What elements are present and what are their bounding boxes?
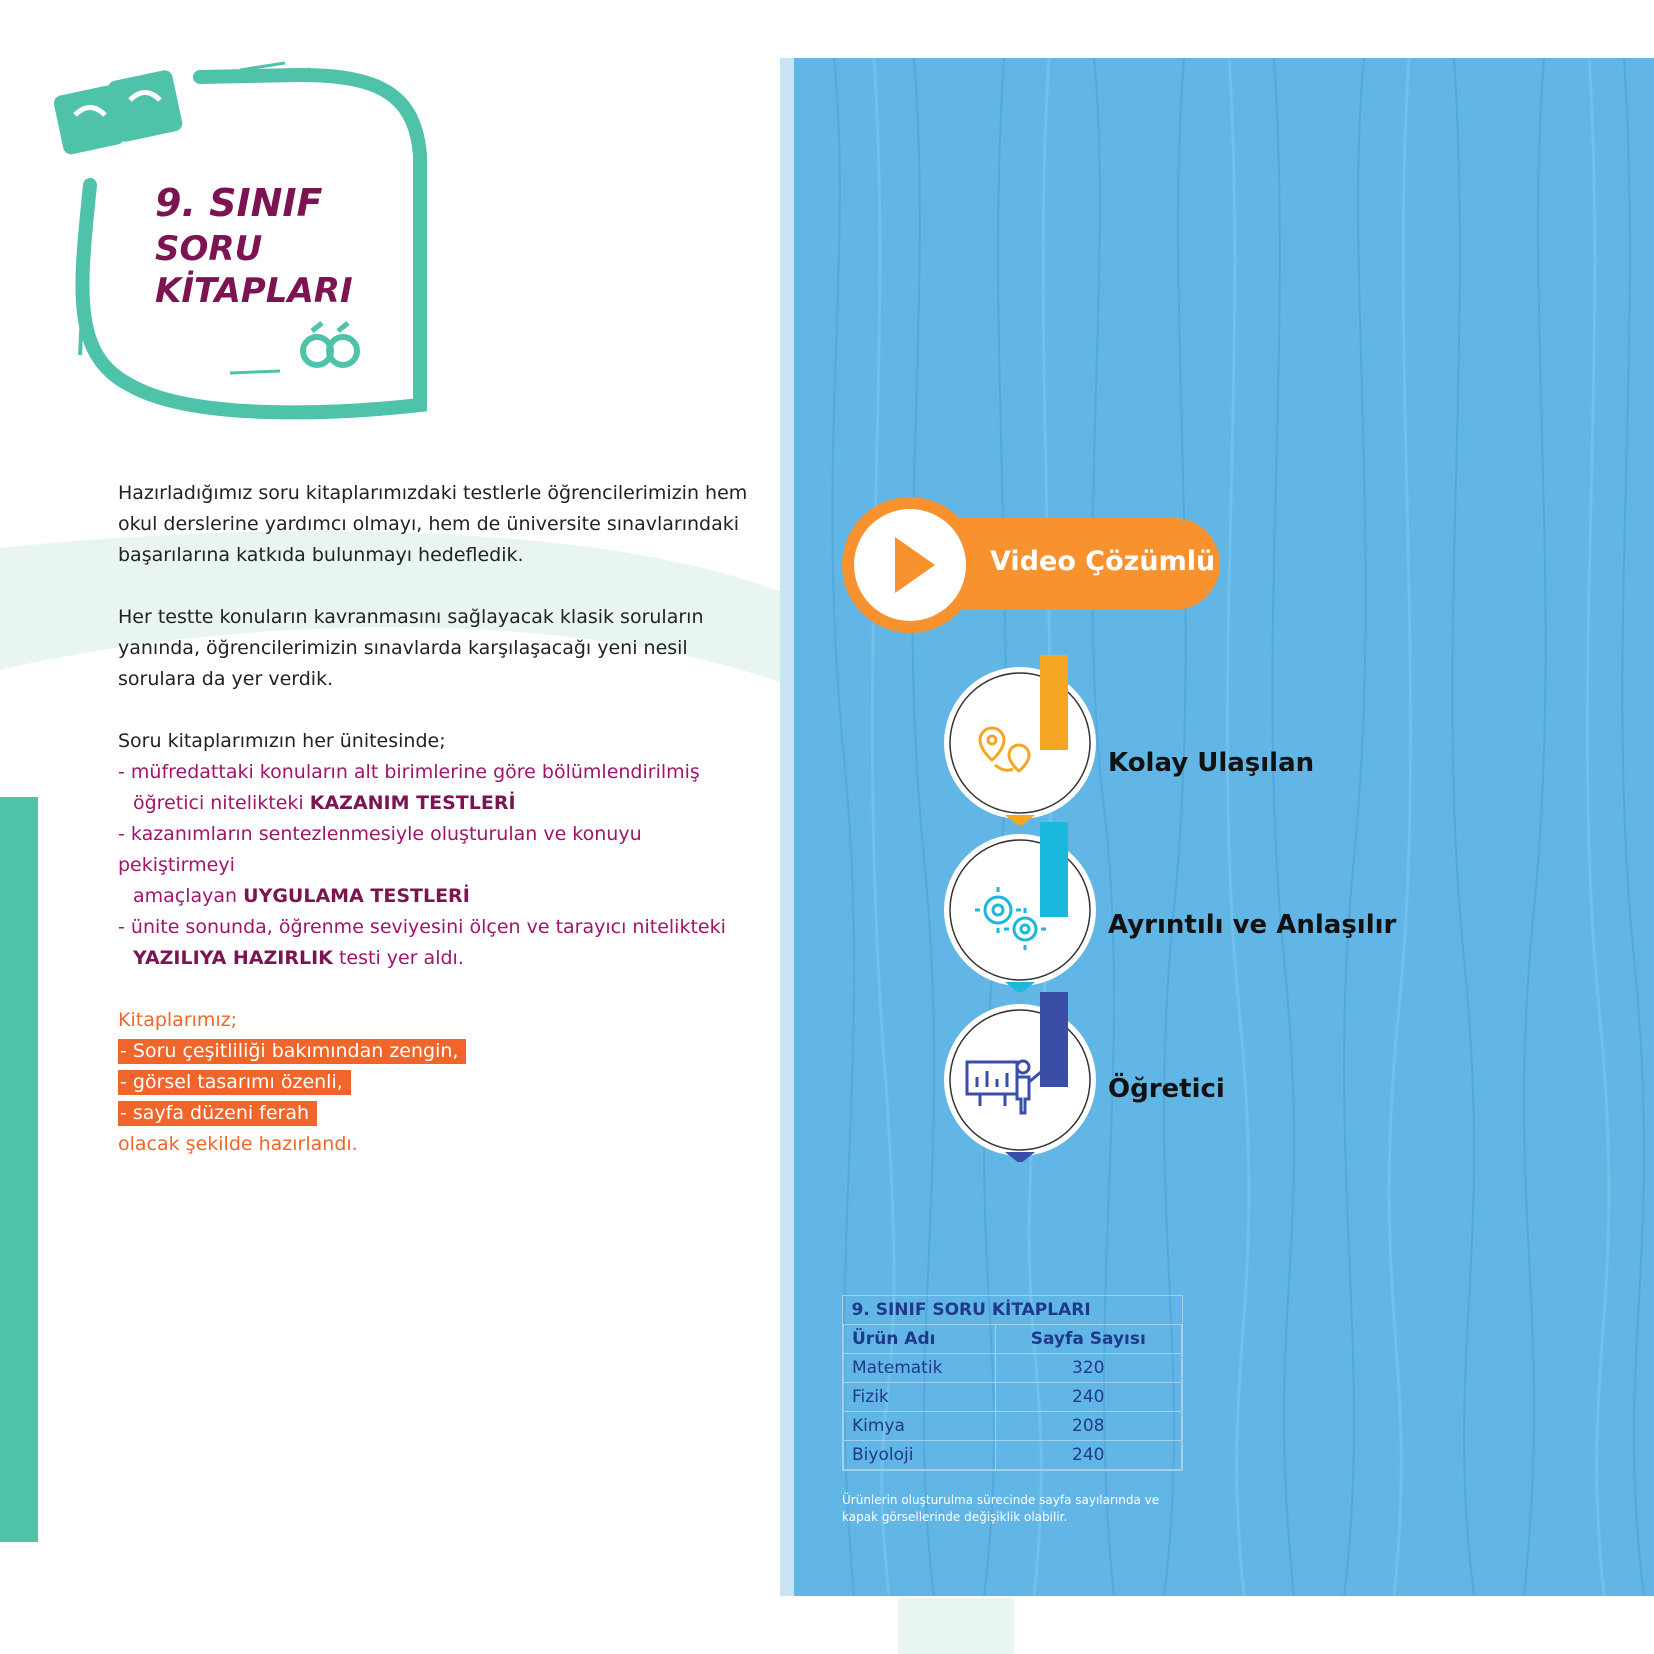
feature-ayrintili [935,822,1105,992]
video-label: Video Çözümlü [990,546,1216,577]
bottom-accent-tab [898,1598,1014,1654]
books-heading: Kitaplarımız; [118,1009,238,1031]
footnote-line-2: kapak görsellerinde değişiklik olabilir. [842,1510,1068,1524]
table-header-pages: Sayfa Sayısı [995,1325,1181,1354]
title-line-3: KİTAPLARI [155,271,353,311]
list-item-2-line1: - kazanımların sentezlenmesiyle oluşturulan ve konuyu pekiştirmeyi [118,823,642,876]
closing-line: olacak şekilde hazırlandı. [118,1133,358,1155]
list-item-1-line2: öğretici nitelikteki KAZANIM TESTLERİ [133,792,516,814]
highlight-2: - görsel tasarımı özenli, [118,1070,351,1095]
table-row [844,1383,1182,1412]
page-title [155,180,353,313]
title-line-1: 9. SINIF [155,181,323,225]
table-footnote [842,1492,1182,1526]
left-accent-strip [0,797,38,1542]
table-cell-pages: 320 [995,1354,1181,1383]
intro-para1-line3: başarılarına katkıda bulunmayı hedefledik. [118,544,524,566]
list-item-3-line2: YAZILIYA HAZIRLIK testi yer aldı. [133,947,464,969]
open-quote-icon [52,69,183,156]
table-cell-name: Kimya [844,1412,996,1441]
list-item-2-line2: amaçlayan UYGULAMA TESTLERİ [133,885,470,907]
panel-edge [780,58,794,1596]
intro-para2-line3: sorulara da yer verdik. [118,668,334,690]
table-cell-pages: 240 [995,1383,1181,1412]
table-cell-pages: 240 [995,1441,1181,1470]
table-title: 9. SINIF SORU KİTAPLARI [851,1300,1091,1320]
footnote-line-1: Ürünlerin oluşturulma sürecinde sayfa sayılarında ve [842,1493,1160,1507]
books-table [842,1295,1183,1471]
table-cell-name: Biyoloji [844,1441,996,1470]
feature-label-2: Ayrıntılı ve Anlaşılır [1108,910,1397,940]
table-cell-name: Matematik [844,1354,996,1383]
intro-para1-line1: Hazırladığımız soru kitaplarımızdaki testlerle öğrencilerimizin hem [118,482,748,504]
intro-para2-line1: Her testte konuların kavranmasını sağlayacak klasik soruların [118,606,704,628]
table-cell-name: Fizik [844,1383,996,1412]
table-header-name: Ürün Adı [844,1325,996,1354]
list-item-3-line1: - ünite sonunda, öğrenme seviyesini ölçen ve tarayıcı nitelikteki [118,916,726,938]
table-cell-pages: 208 [995,1412,1181,1441]
table-row [844,1441,1182,1470]
title-line-2: SORU [155,228,263,269]
intro-para2-line2: yanında, öğrencilerimizin sınavlarda karşılaşacağı yeni nesil [118,637,688,659]
list-item-1-line1: - müfredattaki konuların alt birimlerine göre bölümlendirilmiş [118,761,700,783]
units-heading: Soru kitaplarımızın her ünitesinde; [118,730,446,752]
feature-label-3: Öğretici [1108,1074,1225,1104]
highlight-1: - Soru çeşitliliği bakımından zengin, [118,1039,466,1064]
feature-label-1: Kolay Ulaşılan [1108,748,1315,778]
table-row [844,1412,1182,1441]
feature-kolay-ulasilan [935,655,1105,825]
feature-ogretici [935,992,1105,1162]
intro-para1-line2: okul derslerine yardımcı olmayı, hem de üniversite sınavlarındaki [118,513,740,535]
table-row [844,1354,1182,1383]
close-quote-icon [303,323,357,365]
highlight-3: - sayfa düzeni ferah [118,1101,317,1126]
intro-text [118,478,758,1160]
